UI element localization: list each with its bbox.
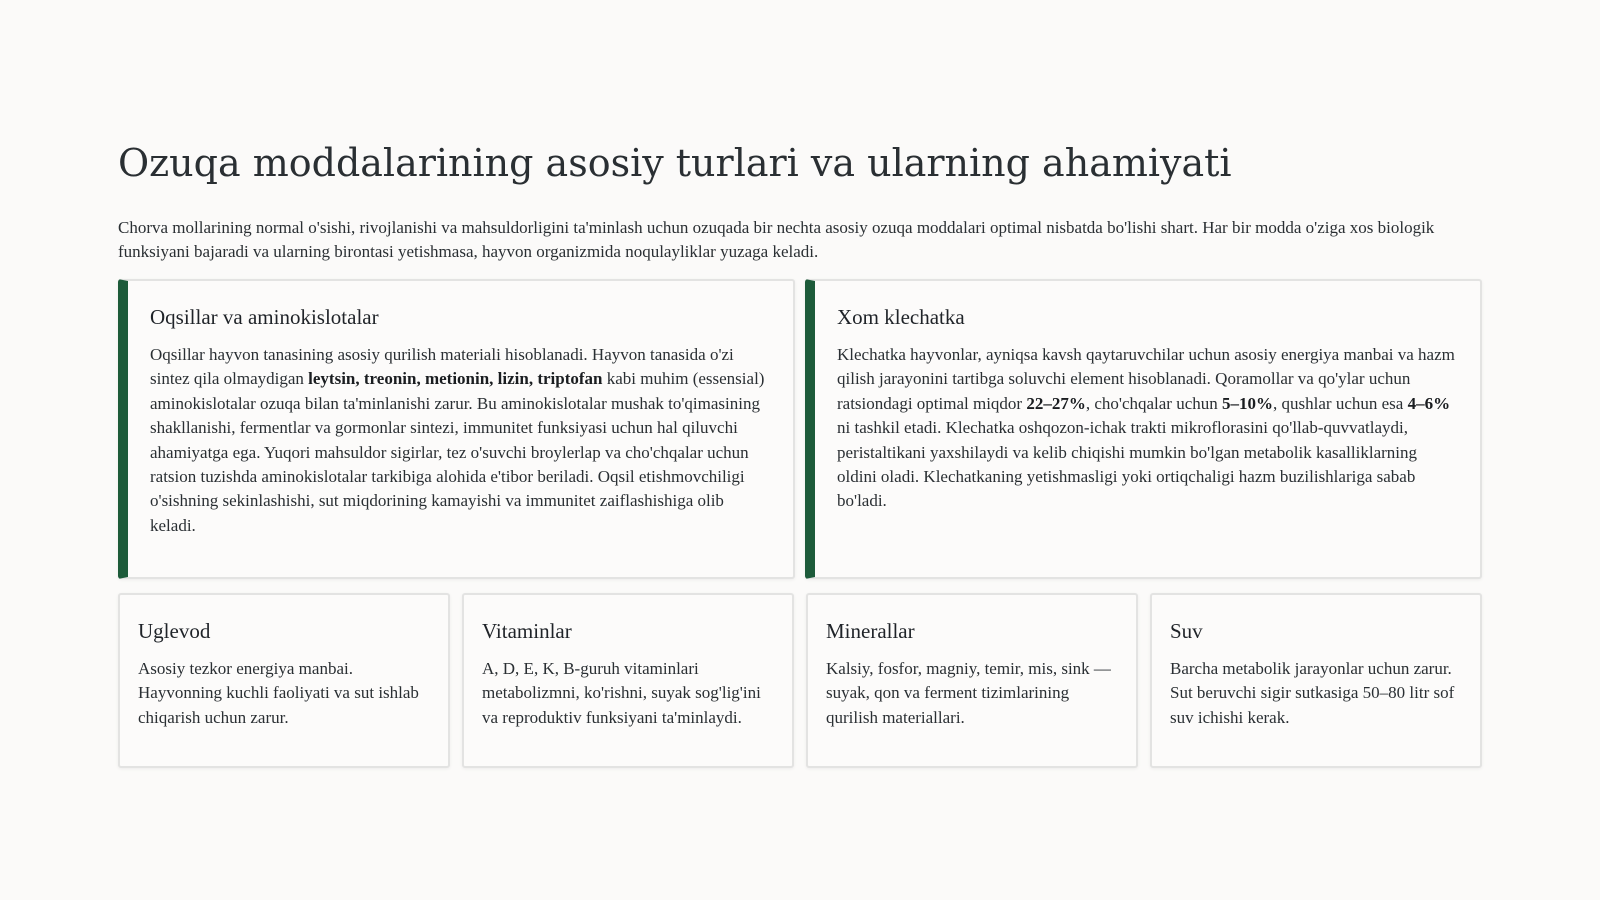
card-text: Asosiy tezkor energiya manbai. Hayvonning kuchli faoliyati va sut ishlab chiqarish uchun zarur. <box>138 659 419 727</box>
card-text-part: kabi muhim (essensial) aminokislotalar ozuqa bilan ta'minlanishi zarur. Bu aminokislotalar mushak to'qimasining shakllanishi, fermentlar va gormonlar sintezi, immunitet funksiyasi uchun hal qiluvchi ahamiyatga ega. Yuqori mahsuldor sigirlar, tez o'suvchi broylerlap va cho'chqalar uchun ratsion tuzishda aminokislotalar tarkibiga alohida e'tibor beriladi. Oqsil etishmovchiligi o'sishning sekinlashishi, sut miqdorining kamayishi va immunitet zaiflashishiga olib keladi. <box>150 369 765 535</box>
card-text: Kalsiy, fosfor, magniy, temir, mis, sink — suyak, qon va ferment tizimlarining qurilish materiallari. <box>826 659 1111 727</box>
card-title: Suv <box>1170 619 1203 643</box>
card-water <box>1150 593 1482 768</box>
card-text: A, D, E, K, B-guruh vitaminlari metabolizmni, ko'rishni, suyak sog'lig'ini va reproduktiv funksiyani ta'minlaydi. <box>482 659 761 727</box>
card-text: Barcha metabolik jarayonlar uchun zarur. Sut beruvchi sigir sutkasiga 50–80 litr sof suv ichishi kerak. <box>1170 659 1455 727</box>
card-text <box>150 343 771 538</box>
card-text-part: , qushlar uchun esa <box>1273 393 1408 413</box>
card-title: Oqsillar va aminokislotalar <box>150 305 379 329</box>
page-title: Ozuqa moddalarining asosiy turlari va ularning ahamiyati <box>118 141 1232 185</box>
card-fiber <box>805 279 1482 579</box>
card-text-bold: leytsin, treonin, metionin, lizin, triptofan <box>308 369 603 389</box>
card-vitamins <box>462 593 794 768</box>
card-text <box>837 343 1458 514</box>
card-title: Minerallar <box>826 619 915 643</box>
card-text-bold: 22–27% <box>1026 393 1086 413</box>
card-minerals <box>806 593 1138 768</box>
card-text-part: ni tashkil etadi. Klechatka oshqozon-ichak trakti mikroflorasini qo'llab-quvvatlaydi, peristaltikani yaxshilaydi va kelib chiqishi mumkin bo'lgan metabolik kasalliklarning oldini oladi. Klechatkaning yetishmasligi yoki ortiqchaligi hazm buzilishlariga sabab bo'ladi. <box>837 418 1418 511</box>
card-carbohydrates <box>118 593 450 768</box>
card-text-part: , cho'chqalar uchun <box>1085 393 1223 413</box>
card-proteins <box>118 279 795 579</box>
card-text-bold: 5–10% <box>1222 393 1274 413</box>
card-title: Uglevod <box>138 619 211 643</box>
card-text-bold: 4–6% <box>1407 393 1451 413</box>
card-text-part: Klechatka hayvonlar, ayniqsa kavsh qaytaruvchilar uchun asosiy energiya manbai va hazm qilish jarayonini tartibga soluvchi element hisoblanadi. Qoramollar va qo'ylar uchun ratsiondagi optimal miqdor <box>837 345 1455 413</box>
intro-paragraph: Chorva mollarining normal o'sishi, rivojlanishi va mahsuldorligini ta'minlash uchun ozuqada bir nechta asosiy ozuqa moddalari optimal nisbatda bo'lishi shart. Har bir modda o'ziga xos biologik funksiyani bajaradi va ularning birontasi yetishmasa, hayvon organizmida noqulayliklar yuzaga keladi. <box>118 218 1435 261</box>
card-text-part: Oqsillar hayvon tanasining asosiy qurilish materiali hisoblanadi. Hayvon tanasida o'zi sintez qila olmaydigan <box>150 345 734 389</box>
card-title: Vitaminlar <box>482 619 572 643</box>
card-title: Xom klechatka <box>837 305 965 329</box>
